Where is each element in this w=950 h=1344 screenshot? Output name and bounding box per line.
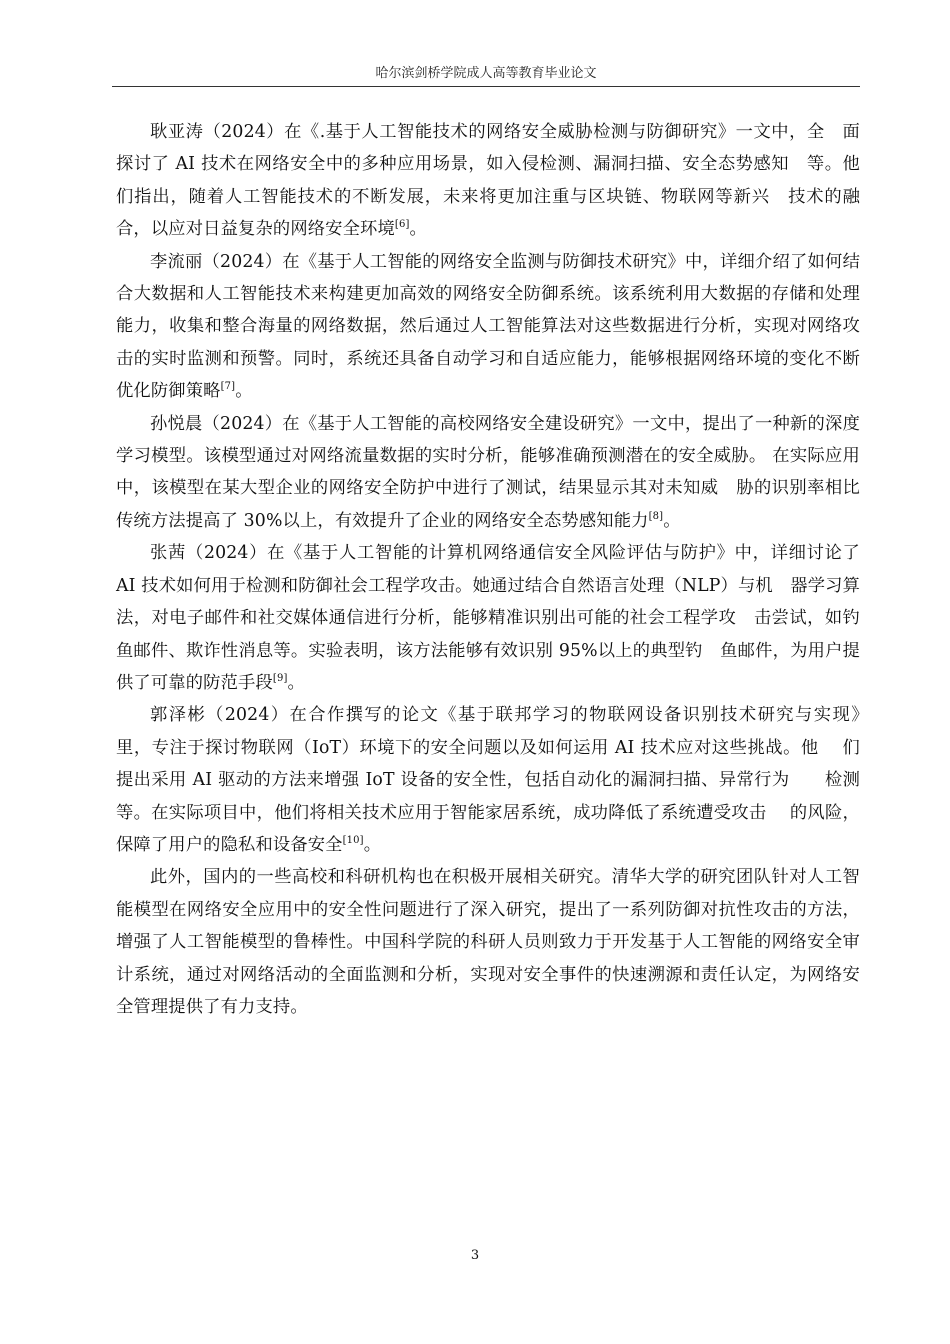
body-text [116, 116, 878, 1023]
paragraph-end: 。 [409, 219, 427, 240]
paragraph [116, 537, 860, 699]
header-divider [112, 86, 860, 87]
paragraph-text: 郭泽彬（2024）在合作撰写的论文《基于联邦学习的物联网设备识别技术研究与实现》 里，专注于探讨物联网（IoT）环境下的安全问题以及如何运用 AI 技术应对这些挑战。他 们提出采用 AI 驱动的方法来增强 IoT 设备的安全性，包括自动化的漏洞扫描、异常行为 检测等。在实际项目中，他们将相关技术应用于智能家居系统，成功降低了系统遭受攻击 的风险，保障了用户的隐私和设备安全 [116, 705, 878, 855]
paragraph [116, 246, 860, 408]
paragraph-text: 张茜（2024）在《基于人工智能的计算机网络通信安全风险评估与防护》中，详细讨论了 AI 技术如何用于检测和防御社会工程学攻击。她通过结合自然语言处理（NLP）与机 器学习算法，对电子邮件和社交媒体通信进行分析，能够精准识别出可能的社会工程学攻 击尝试，如钓鱼邮件、欺诈性消息等。实验表明，该方法能够有效识别 95%以上的典型钓 鱼邮件，为用户提供了可靠的防范手段 [116, 543, 860, 693]
paragraph [116, 699, 878, 861]
paragraph-end: 。 [287, 672, 305, 693]
paragraph-end: 。 [363, 834, 382, 855]
page-number: 3 [470, 1248, 480, 1263]
paragraph-end: 。 [663, 510, 681, 531]
paragraph-text: 李流丽（2024）在《基于人工智能的网络安全监测与防御技术研究》中，详细介绍了如何结合大数据和人工智能技术来构建更加高效的网络安全防御系统。该系统利用大数据的存储和处理能力，收集和整合海量的网络数据，然后通过人工智能算法对这些数据进行分析，实现对网络攻击的实时监测和预警。同时，系统还具备自动学习和自适应能力，能够根据网络环境的变化不断优化防御策略 [116, 251, 860, 402]
paragraph-end: 。 [235, 381, 253, 402]
citation-ref: [7] [220, 381, 236, 393]
paragraph [116, 861, 860, 1023]
citation-ref: [10] [342, 834, 364, 846]
citation-ref: [6] [394, 219, 410, 231]
paragraph-text: 孙悦晨（2024）在《基于人工智能的高校网络安全建设研究》一文中，提出了一种新的深度学习模型。该模型通过对网络流量数据的实时分析，能够准确预测潜在的安全威胁。 在实际应用中，该模型在某大型企业的网络安全防护中进行了测试，结果显示其对未知威 胁的识别率相比传统方法提高了 30%以上，有效提升了企业的网络安全态势感知能力 [116, 413, 860, 531]
citation-ref: [8] [648, 510, 664, 522]
paragraph [116, 116, 860, 246]
paragraph [116, 408, 860, 538]
citation-ref: [9] [272, 672, 288, 684]
page-header: 哈尔滨剑桥学院成人高等教育毕业论文 [375, 66, 597, 81]
paragraph-text: 此外，国内的一些高校和科研机构也在积极开展相关研究。清华大学的研究团队针对人工智能模型在网络安全应用中的安全性问题进行了深入研究，提出了一系列防御对抗性攻击的方法，增强了人工智能模型的鲁棒性。中国科学院的科研人员则致力于开发基于人工智能的网络安全审计系统，通过对网络活动的全面监测和分析，实现对安全事件的快速溯源和责任认定，为网络安全管理提供了有力支持。 [116, 867, 860, 1017]
paragraph-text: 耿亚涛（2024）在《.基于人工智能技术的网络安全威胁检测与防御研究》一文中，全 面探讨了 AI 技术在网络安全中的多种应用场景，如入侵检测、漏洞扫描、安全态势感知 等。他们指出，随着人工智能技术的不断发展，未来将更加注重与区块链、物联网等新兴 技术的融合，以应对日益复杂的网络安全环境 [116, 122, 860, 240]
